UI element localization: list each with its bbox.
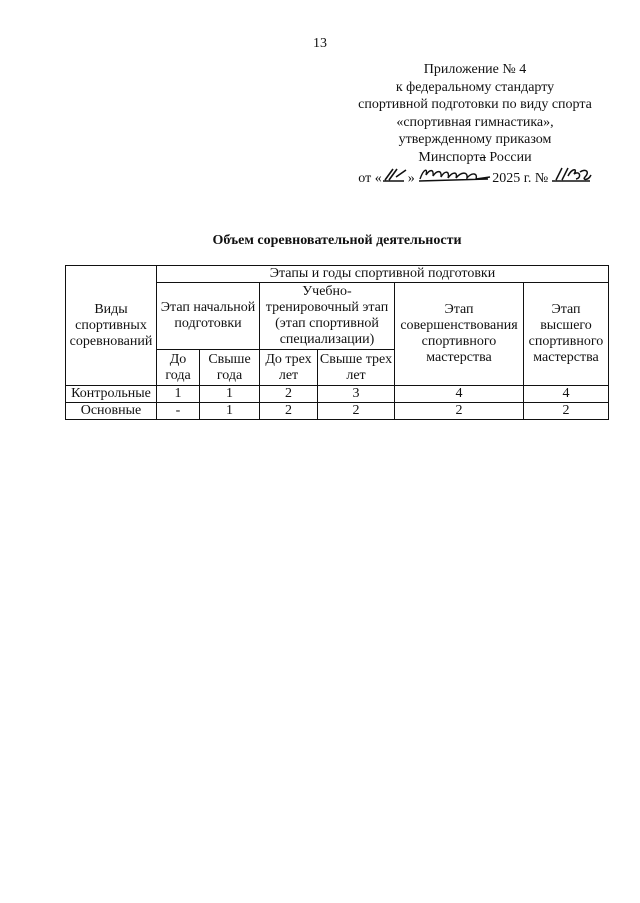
table-row	[66, 403, 609, 420]
handwritten-order-number	[552, 166, 592, 182]
table-cell: 2	[260, 386, 318, 403]
table-corner-header: Виды спортивных соревнований	[66, 266, 157, 386]
appendix-line: спортивной подготовки по виду спорта	[358, 97, 592, 112]
order-date-line	[320, 166, 630, 188]
table-cell: 2	[260, 403, 318, 420]
table-cell: 4	[524, 386, 609, 403]
appendix-header	[320, 61, 630, 188]
appendix-line: утвержденному приказом	[398, 132, 552, 147]
stages-group-header: Этапы и годы спортивной подготовки	[157, 266, 609, 283]
row-label: Контрольные	[66, 386, 157, 403]
table-cell: 1	[200, 403, 260, 420]
year-subheader: Свыше трех лет	[318, 350, 395, 386]
document-title: Объем соревновательной деятельности	[212, 233, 462, 248]
handwritten-day	[382, 168, 408, 182]
table-cell: 2	[318, 403, 395, 420]
year-subheader: До года	[157, 350, 200, 386]
stage-header: Учебно-тренировочный этап (этап спортивной специализации)	[260, 283, 395, 350]
year-subheader: До трех лет	[260, 350, 318, 386]
date-year: 2025 г. №	[492, 171, 552, 186]
year-subheader: Свыше года	[200, 350, 260, 386]
table-cell: 1	[200, 386, 260, 403]
ministry-line	[320, 149, 630, 167]
stage-header: Этап начальной подготовки	[157, 283, 260, 350]
ministry-name: Минспорт	[418, 149, 480, 165]
page-number: 13	[313, 36, 327, 51]
date-mid: »	[407, 171, 419, 186]
competition-volume-table	[65, 265, 609, 420]
stage-header: Этап высшего спортивного мастерства	[524, 283, 609, 386]
date-prefix: от «	[358, 171, 382, 186]
appendix-line: к федеральному стандарту	[395, 79, 555, 95]
table-cell: -	[157, 403, 200, 420]
stage-header: Этап совершенствования спортивного мастерства	[395, 283, 524, 386]
table-cell: 4	[395, 386, 524, 403]
table-cell: 2	[395, 403, 524, 420]
appendix-line: Приложение № 4	[423, 62, 527, 77]
table-cell: 1	[157, 386, 200, 403]
table-cell: 2	[524, 403, 609, 420]
appendix-line: «спортивная гимнастика»,	[396, 114, 554, 130]
table-cell: 3	[318, 386, 395, 403]
table-row	[66, 386, 609, 403]
row-label: Основные	[66, 403, 157, 420]
handwritten-month	[418, 166, 492, 182]
ministry-name-struck-suffix: а	[479, 149, 486, 165]
ministry-country: России	[485, 149, 532, 165]
